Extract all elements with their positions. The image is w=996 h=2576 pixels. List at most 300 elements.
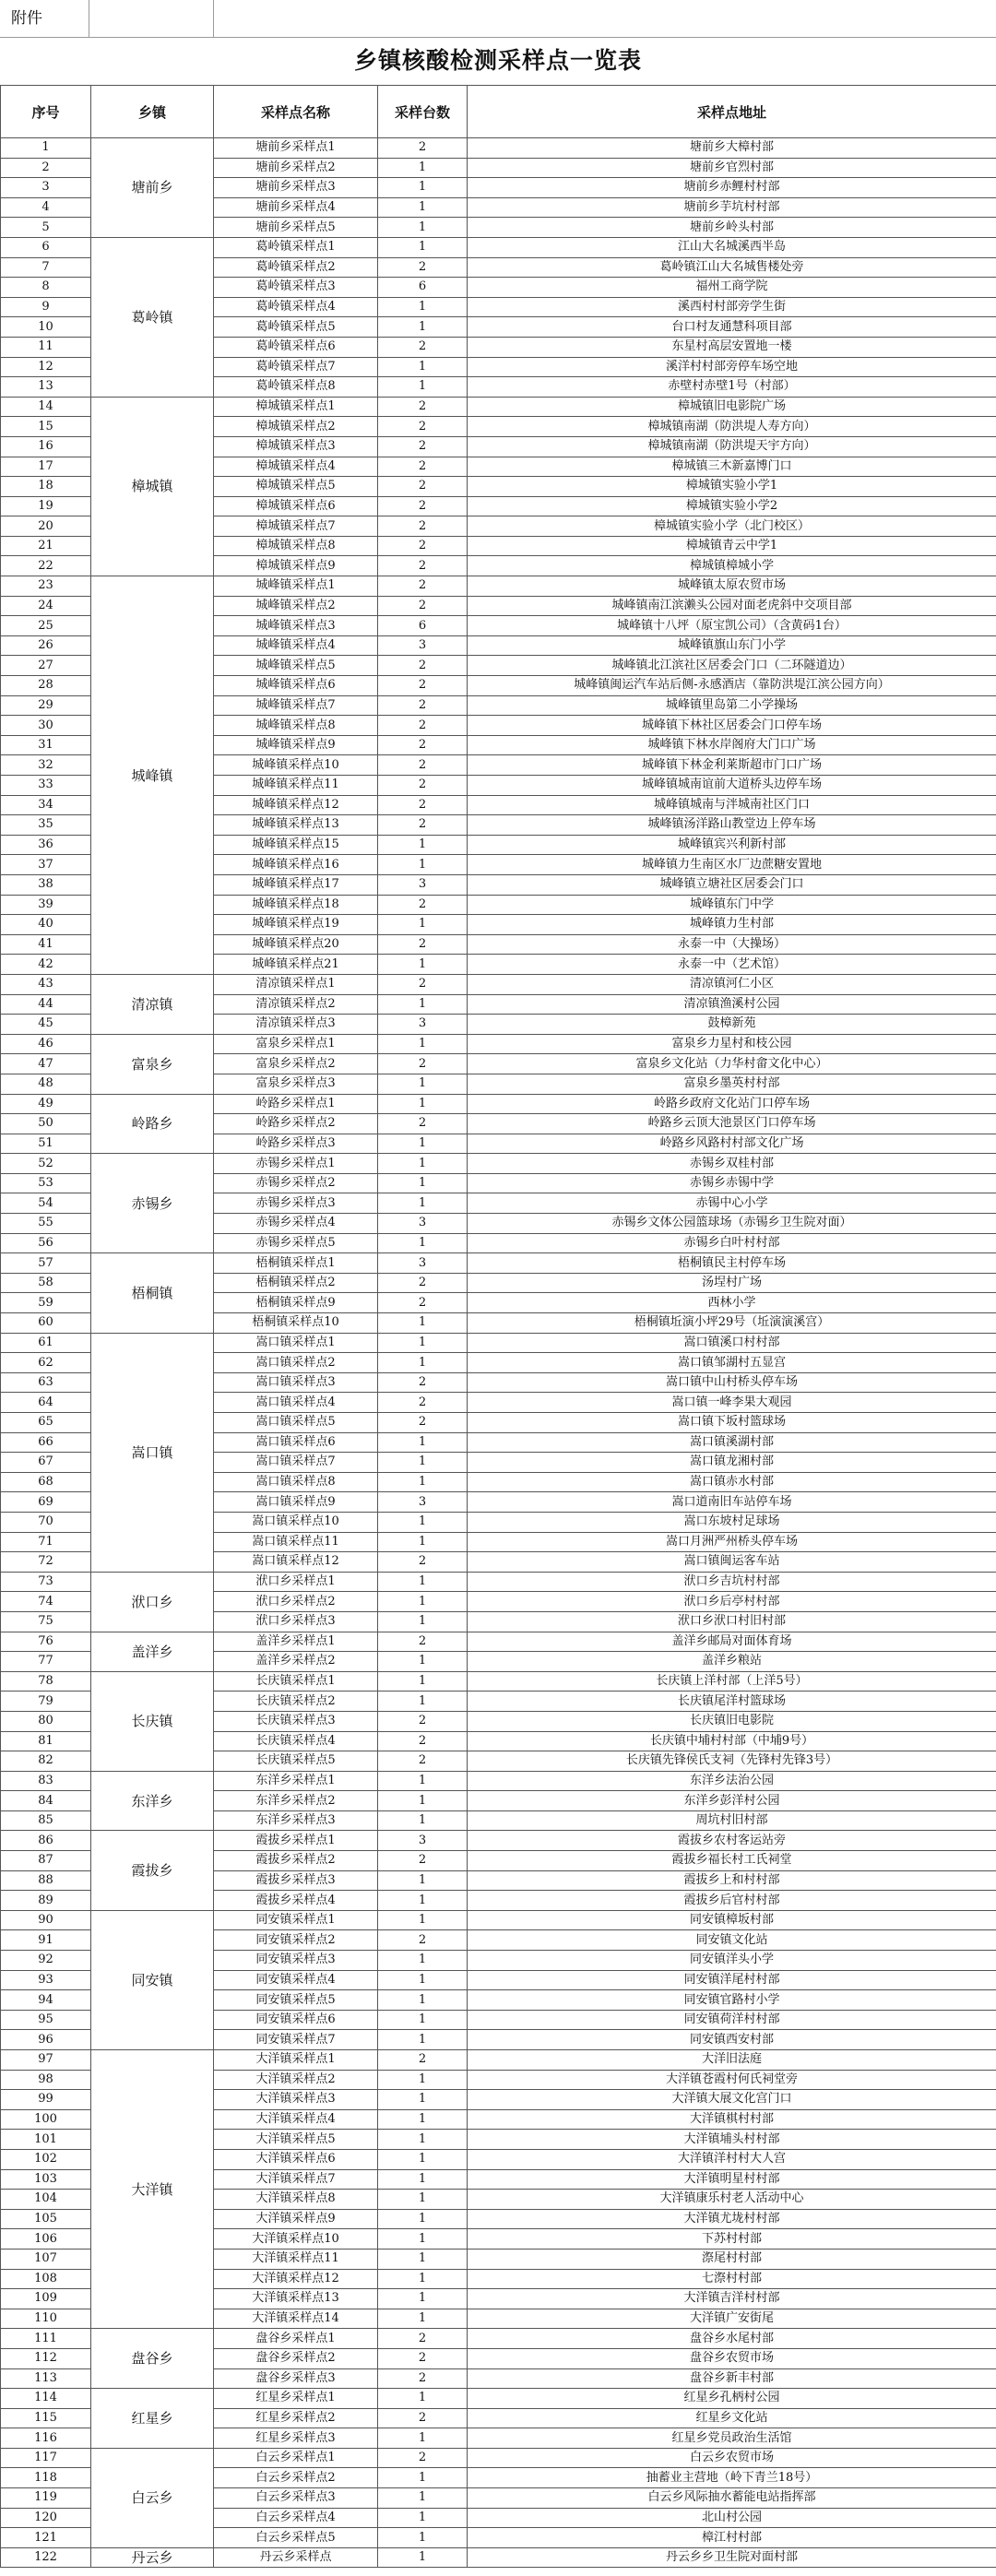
header-town: 乡镇 [91, 86, 214, 138]
row-station-count: 3 [378, 1214, 468, 1234]
row-station-count: 2 [378, 337, 468, 357]
row-address: 东洋乡彭洋村公园 [468, 1791, 996, 1811]
row-index: 41 [1, 934, 91, 955]
row-point-name: 大洋镇采样点9 [214, 2209, 378, 2229]
row-point-name: 樟城镇采样点9 [214, 556, 378, 576]
row-station-count: 1 [378, 1592, 468, 1612]
table-row [1, 576, 996, 597]
row-point-name: 大洋镇采样点6 [214, 2149, 378, 2169]
table-row [1, 1154, 996, 1174]
table-row [1, 138, 996, 159]
row-index: 107 [1, 2249, 91, 2269]
row-point-name: 城峰镇采样点19 [214, 915, 378, 935]
row-address: 城峰镇东门中学 [468, 895, 996, 915]
row-index: 101 [1, 2130, 91, 2150]
row-address: 永泰一中（大操场） [468, 934, 996, 955]
row-index: 72 [1, 1552, 91, 1573]
row-point-name: 梧桐镇采样点10 [214, 1313, 378, 1334]
row-point-name: 城峰镇采样点7 [214, 695, 378, 716]
row-station-count: 2 [378, 2448, 468, 2468]
row-point-name: 城峰镇采样点2 [214, 596, 378, 616]
row-station-count: 2 [378, 436, 468, 457]
row-station-count: 3 [378, 635, 468, 656]
row-town: 富泉乡 [91, 1034, 214, 1094]
row-point-name: 城峰镇采样点6 [214, 676, 378, 696]
row-point-name: 岭路乡采样点1 [214, 1094, 378, 1114]
row-index: 92 [1, 1951, 91, 1971]
row-station-count: 2 [378, 815, 468, 836]
row-index: 21 [1, 536, 91, 556]
row-station-count: 2 [378, 656, 468, 676]
row-station-count: 1 [378, 2309, 468, 2329]
attachment-row [0, 0, 996, 38]
row-point-name: 同安镇采样点3 [214, 1951, 378, 1971]
row-address: 城峰镇里岛第二小学操场 [468, 695, 996, 716]
row-station-count: 1 [378, 1910, 468, 1930]
row-address: 赤锡中心小学 [468, 1193, 996, 1214]
row-station-count: 1 [378, 1333, 468, 1353]
row-station-count: 1 [378, 1512, 468, 1532]
row-station-count: 2 [378, 1413, 468, 1433]
row-index: 9 [1, 297, 91, 317]
row-address: 樟城镇樟城小学 [468, 556, 996, 576]
row-index: 37 [1, 855, 91, 875]
row-index: 117 [1, 2448, 91, 2468]
row-point-name: 赤锡乡采样点5 [214, 1233, 378, 1253]
row-station-count: 1 [378, 2508, 468, 2528]
row-index: 22 [1, 556, 91, 576]
row-address: 塘前乡官烈村部 [468, 158, 996, 178]
row-point-name: 葛岭镇采样点7 [214, 357, 378, 377]
row-point-name: 樟城镇采样点2 [214, 417, 378, 437]
row-town: 白云乡 [91, 2448, 214, 2547]
row-station-count: 1 [378, 1692, 468, 1712]
row-station-count: 1 [378, 1810, 468, 1831]
row-point-name: 盘谷乡采样点2 [214, 2348, 378, 2368]
row-point-name: 盖洋乡采样点1 [214, 1632, 378, 1652]
row-station-count: 1 [378, 1432, 468, 1453]
row-address: 大洋镇康乐村老人活动中心 [468, 2190, 996, 2210]
row-point-name: 嵩口镇采样点10 [214, 1512, 378, 1532]
row-point-name: 城峰镇采样点20 [214, 934, 378, 955]
row-index: 13 [1, 377, 91, 398]
row-point-name: 东洋乡采样点2 [214, 1791, 378, 1811]
table-row [1, 1831, 996, 1851]
row-point-name: 盖洋乡采样点2 [214, 1652, 378, 1672]
row-index: 71 [1, 1532, 91, 1552]
row-point-name: 大洋镇采样点4 [214, 2109, 378, 2130]
row-address: 嵩口道南旧车站停车场 [468, 1492, 996, 1513]
row-index: 32 [1, 755, 91, 776]
row-station-count: 1 [378, 2030, 468, 2050]
attachment-label: 附件 [0, 0, 89, 37]
row-address: 樟城镇实验小学（北门校区） [468, 516, 996, 537]
row-station-count: 1 [378, 1891, 468, 1911]
row-point-name: 城峰镇采样点9 [214, 735, 378, 755]
row-point-name: 大洋镇采样点12 [214, 2269, 378, 2289]
row-address: 城峰镇城南谊前大道桥头边停车场 [468, 776, 996, 796]
table-row [1, 1253, 996, 1274]
row-point-name: 清凉镇采样点1 [214, 974, 378, 994]
row-station-count: 1 [378, 1353, 468, 1373]
row-address: 洑口乡后亭村村部 [468, 1592, 996, 1612]
row-station-count: 2 [378, 1372, 468, 1393]
row-index: 73 [1, 1572, 91, 1592]
row-point-name: 城峰镇采样点18 [214, 895, 378, 915]
row-address: 霞拔乡福长村工氏祠堂 [468, 1851, 996, 1871]
row-town: 霞拔乡 [91, 1831, 214, 1910]
row-station-count: 2 [378, 2050, 468, 2071]
row-index: 36 [1, 835, 91, 855]
row-station-count: 1 [378, 1970, 468, 1990]
row-point-name: 城峰镇采样点4 [214, 635, 378, 656]
row-station-count: 2 [378, 1054, 468, 1074]
row-address: 城峰镇太原农贸市场 [468, 576, 996, 597]
row-station-count: 1 [378, 2269, 468, 2289]
row-index: 10 [1, 317, 91, 338]
row-point-name: 赤锡乡采样点1 [214, 1154, 378, 1174]
row-address: 嵩口镇闽运客车站 [468, 1552, 996, 1573]
row-index: 12 [1, 357, 91, 377]
header-row [1, 86, 996, 138]
row-address: 同安镇荷洋村村部 [468, 2010, 996, 2030]
row-index: 34 [1, 795, 91, 815]
row-point-name: 红星乡采样点1 [214, 2389, 378, 2409]
table-row [1, 1034, 996, 1054]
row-address: 樟城镇实验小学1 [468, 477, 996, 497]
row-index: 119 [1, 2488, 91, 2509]
row-address: 霞拔乡后官村村部 [468, 1891, 996, 1911]
row-address: 塘前乡岭头村部 [468, 218, 996, 238]
row-index: 65 [1, 1413, 91, 1433]
row-point-name: 嵩口镇采样点5 [214, 1413, 378, 1433]
row-point-name: 葛岭镇采样点5 [214, 317, 378, 338]
row-point-name: 葛岭镇采样点2 [214, 257, 378, 278]
row-station-count: 2 [378, 496, 468, 516]
row-town: 红星乡 [91, 2389, 214, 2449]
row-address: 嵩口镇一峰李果大观园 [468, 1393, 996, 1413]
row-station-count: 2 [378, 576, 468, 597]
row-address: 七漈村村部 [468, 2269, 996, 2289]
row-index: 114 [1, 2389, 91, 2409]
row-station-count: 2 [378, 397, 468, 417]
row-address: 大洋镇大展文化宫门口 [468, 2090, 996, 2110]
row-point-name: 富泉乡采样点3 [214, 1074, 378, 1094]
row-address: 长庆镇尾洋村篮球场 [468, 1692, 996, 1712]
row-point-name: 城峰镇采样点21 [214, 955, 378, 975]
row-address: 周坑村旧村部 [468, 1810, 996, 1831]
row-point-name: 城峰镇采样点5 [214, 656, 378, 676]
row-index: 4 [1, 197, 91, 218]
row-station-count: 1 [378, 2229, 468, 2250]
row-point-name: 富泉乡采样点1 [214, 1034, 378, 1054]
row-point-name: 白云乡采样点4 [214, 2508, 378, 2528]
row-town: 长庆镇 [91, 1671, 214, 1771]
row-town: 城峰镇 [91, 576, 214, 975]
row-index: 87 [1, 1851, 91, 1871]
row-station-count: 1 [378, 2190, 468, 2210]
row-station-count: 1 [378, 2488, 468, 2509]
header-index: 序号 [1, 86, 91, 138]
row-town: 樟城镇 [91, 397, 214, 576]
row-station-count: 2 [378, 516, 468, 537]
row-point-name: 同安镇采样点6 [214, 2010, 378, 2030]
row-index: 89 [1, 1891, 91, 1911]
row-point-name: 城峰镇采样点10 [214, 755, 378, 776]
row-address: 盘谷乡新丰村部 [468, 2368, 996, 2389]
row-address: 洑口乡洑口村旧村部 [468, 1611, 996, 1632]
row-point-name: 大洋镇采样点2 [214, 2070, 378, 2090]
row-index: 50 [1, 1114, 91, 1134]
row-address: 城峰镇城南与泮城南社区门口 [468, 795, 996, 815]
row-station-count: 1 [378, 2468, 468, 2488]
table-row [1, 1094, 996, 1114]
row-point-name: 盘谷乡采样点3 [214, 2368, 378, 2389]
row-station-count: 1 [378, 297, 468, 317]
row-index: 29 [1, 695, 91, 716]
row-address: 北山村公园 [468, 2508, 996, 2528]
row-address: 西林小学 [468, 1293, 996, 1313]
row-index: 118 [1, 2468, 91, 2488]
row-address: 长庆镇旧电影院 [468, 1711, 996, 1731]
row-station-count: 2 [378, 477, 468, 497]
row-station-count: 1 [378, 2130, 468, 2150]
row-point-name: 同安镇采样点2 [214, 1930, 378, 1951]
row-point-name: 洑口乡采样点3 [214, 1611, 378, 1632]
row-point-name: 长庆镇采样点4 [214, 1731, 378, 1751]
row-index: 52 [1, 1154, 91, 1174]
row-station-count: 2 [378, 1930, 468, 1951]
row-address: 岭路乡政府文化站门口停车场 [468, 1094, 996, 1114]
row-point-name: 岭路乡采样点2 [214, 1114, 378, 1134]
row-index: 108 [1, 2269, 91, 2289]
row-address: 赤锡乡白叶村村部 [468, 1233, 996, 1253]
row-address: 塘前乡大樟村部 [468, 138, 996, 159]
row-point-name: 塘前乡采样点4 [214, 197, 378, 218]
sampling-points-table [0, 85, 996, 2568]
row-address: 城峰镇下林社区居委会门口停车场 [468, 716, 996, 736]
row-index: 46 [1, 1034, 91, 1054]
row-address: 富泉乡力星村和枝公园 [468, 1034, 996, 1054]
row-index: 121 [1, 2528, 91, 2548]
row-index: 53 [1, 1173, 91, 1193]
row-station-count: 1 [378, 2149, 468, 2169]
row-index: 38 [1, 874, 91, 895]
row-index: 61 [1, 1333, 91, 1353]
row-point-name: 城峰镇采样点13 [214, 815, 378, 836]
row-index: 81 [1, 1731, 91, 1751]
row-station-count: 1 [378, 1611, 468, 1632]
row-station-count: 2 [378, 695, 468, 716]
row-station-count: 1 [378, 2547, 468, 2568]
row-index: 80 [1, 1711, 91, 1731]
row-address: 抽蓄业主营地（岭下青兰18号） [468, 2468, 996, 2488]
row-point-name: 洑口乡采样点2 [214, 1592, 378, 1612]
row-index: 51 [1, 1134, 91, 1154]
row-point-name: 城峰镇采样点15 [214, 835, 378, 855]
row-index: 30 [1, 716, 91, 736]
row-address: 赤锡乡双桂村部 [468, 1154, 996, 1174]
row-point-name: 盘谷乡采样点1 [214, 2329, 378, 2349]
row-station-count: 2 [378, 735, 468, 755]
row-address: 樟城镇青云中学1 [468, 536, 996, 556]
row-station-count: 1 [378, 1193, 468, 1214]
row-address: 城峰镇力生村部 [468, 915, 996, 935]
row-address: 东星村高层安置地一楼 [468, 337, 996, 357]
row-index: 122 [1, 2547, 91, 2568]
row-address: 漈尾村村部 [468, 2249, 996, 2269]
row-point-name: 丹云乡采样点 [214, 2547, 378, 2568]
table-row [1, 2547, 996, 2568]
row-address: 樟城镇南湖（防洪堤人寿方向） [468, 417, 996, 437]
row-station-count: 2 [378, 457, 468, 477]
row-address: 溪西村村部旁学生街 [468, 297, 996, 317]
row-index: 14 [1, 397, 91, 417]
row-point-name: 同安镇采样点4 [214, 1970, 378, 1990]
row-station-count: 1 [378, 1094, 468, 1114]
row-address: 大洋镇埔头村村部 [468, 2130, 996, 2150]
row-station-count: 1 [378, 1532, 468, 1552]
row-point-name: 东洋乡采样点1 [214, 1771, 378, 1791]
row-point-name: 嵩口镇采样点2 [214, 1353, 378, 1373]
row-address: 岭路乡风路村村部文化广场 [468, 1134, 996, 1154]
row-station-count: 3 [378, 1492, 468, 1513]
row-station-count: 1 [378, 1134, 468, 1154]
row-index: 74 [1, 1592, 91, 1612]
row-station-count: 2 [378, 895, 468, 915]
row-station-count: 2 [378, 934, 468, 955]
row-index: 106 [1, 2229, 91, 2250]
row-point-name: 清凉镇采样点3 [214, 1015, 378, 1035]
row-address: 福州工商学院 [468, 278, 996, 298]
row-address: 大洋镇棋村村部 [468, 2109, 996, 2130]
table-row [1, 1572, 996, 1592]
row-station-count: 1 [378, 2528, 468, 2548]
row-station-count: 1 [378, 1034, 468, 1054]
row-point-name: 塘前乡采样点3 [214, 178, 378, 198]
row-address: 城峰镇下林金利莱斯超市门口广场 [468, 755, 996, 776]
row-station-count: 1 [378, 2109, 468, 2130]
row-index: 102 [1, 2149, 91, 2169]
row-point-name: 葛岭镇采样点8 [214, 377, 378, 398]
row-address: 城峰镇闽运汽车站后侧-永感酒店（靠防洪堤江滨公园方向） [468, 676, 996, 696]
row-address: 城峰镇宾兴利新村部 [468, 835, 996, 855]
row-index: 63 [1, 1372, 91, 1393]
row-address: 富泉乡文化站（力华村畲文化中心） [468, 1054, 996, 1074]
row-point-name: 嵩口镇采样点12 [214, 1552, 378, 1573]
row-address: 红星乡党员政治生活馆 [468, 2428, 996, 2449]
row-point-name: 大洋镇采样点14 [214, 2309, 378, 2329]
row-index: 82 [1, 1751, 91, 1772]
row-station-count: 2 [378, 1114, 468, 1134]
row-address: 葛岭镇江山大名城售楼处旁 [468, 257, 996, 278]
row-point-name: 梧桐镇采样点2 [214, 1273, 378, 1293]
row-point-name: 大洋镇采样点3 [214, 2090, 378, 2110]
row-index: 100 [1, 2109, 91, 2130]
row-address: 长庆镇先锋侯氏支祠（先锋村先锋3号） [468, 1751, 996, 1772]
row-address: 梧桐镇坵演小坪29号（坵演演溪宫） [468, 1313, 996, 1334]
row-station-count: 3 [378, 1015, 468, 1035]
row-point-name: 梧桐镇采样点1 [214, 1253, 378, 1274]
row-index: 6 [1, 237, 91, 257]
row-address: 江山大名城溪西半岛 [468, 237, 996, 257]
row-town: 岭路乡 [91, 1094, 214, 1154]
row-index: 113 [1, 2368, 91, 2389]
row-address: 同安镇文化站 [468, 1930, 996, 1951]
row-index: 103 [1, 2169, 91, 2190]
row-index: 55 [1, 1214, 91, 1234]
row-town: 盘谷乡 [91, 2329, 214, 2389]
row-station-count: 2 [378, 2368, 468, 2389]
row-index: 85 [1, 1810, 91, 1831]
row-address: 樟城镇实验小学2 [468, 496, 996, 516]
row-station-count: 1 [378, 2389, 468, 2409]
row-index: 39 [1, 895, 91, 915]
row-index: 58 [1, 1273, 91, 1293]
row-index: 76 [1, 1632, 91, 1652]
row-town: 赤锡乡 [91, 1154, 214, 1253]
row-town: 梧桐镇 [91, 1253, 214, 1333]
row-point-name: 嵩口镇采样点3 [214, 1372, 378, 1393]
row-station-count: 2 [378, 536, 468, 556]
row-index: 28 [1, 676, 91, 696]
row-index: 83 [1, 1771, 91, 1791]
row-address: 赤锡乡赤锡中学 [468, 1173, 996, 1193]
row-address: 塘前乡芋坑村村部 [468, 197, 996, 218]
row-station-count: 1 [378, 1173, 468, 1193]
row-address: 台口村友通慧科项目部 [468, 317, 996, 338]
row-index: 68 [1, 1472, 91, 1492]
row-station-count: 1 [378, 2070, 468, 2090]
row-point-name: 长庆镇采样点2 [214, 1692, 378, 1712]
row-point-name: 樟城镇采样点7 [214, 516, 378, 537]
row-station-count: 2 [378, 1731, 468, 1751]
row-station-count: 1 [378, 855, 468, 875]
row-address: 红星乡孔柄村公园 [468, 2389, 996, 2409]
row-point-name: 嵩口镇采样点1 [214, 1333, 378, 1353]
row-point-name: 城峰镇采样点8 [214, 716, 378, 736]
row-address: 樟城镇三木新嘉博门口 [468, 457, 996, 477]
row-index: 111 [1, 2329, 91, 2349]
row-town: 塘前乡 [91, 138, 214, 238]
row-town: 大洋镇 [91, 2050, 214, 2329]
row-point-name: 白云乡采样点2 [214, 2468, 378, 2488]
row-station-count: 2 [378, 974, 468, 994]
row-town: 同安镇 [91, 1910, 214, 2049]
row-address: 嵩口镇溪口村村部 [468, 1333, 996, 1353]
row-point-name: 樟城镇采样点4 [214, 457, 378, 477]
row-station-count: 2 [378, 1632, 468, 1652]
row-index: 2 [1, 158, 91, 178]
row-station-count: 2 [378, 1293, 468, 1313]
row-index: 44 [1, 994, 91, 1015]
row-index: 66 [1, 1432, 91, 1453]
row-point-name: 富泉乡采样点2 [214, 1054, 378, 1074]
row-address: 大洋旧法庭 [468, 2050, 996, 2071]
row-address: 嵩口镇赤水村部 [468, 1472, 996, 1492]
row-station-count: 2 [378, 1273, 468, 1293]
row-index: 45 [1, 1015, 91, 1035]
row-point-name: 城峰镇采样点1 [214, 576, 378, 597]
row-index: 94 [1, 1990, 91, 2011]
row-point-name: 红星乡采样点3 [214, 2428, 378, 2449]
row-address: 嵩口镇龙湘村部 [468, 1453, 996, 1473]
row-address: 城峰镇力生南区水厂边蔗糖安置地 [468, 855, 996, 875]
row-index: 54 [1, 1193, 91, 1214]
row-point-name: 城峰镇采样点16 [214, 855, 378, 875]
row-address: 大洋镇苍霞村何氏祠堂旁 [468, 2070, 996, 2090]
row-address: 岭路乡云顶大池景区门口停车场 [468, 1114, 996, 1134]
